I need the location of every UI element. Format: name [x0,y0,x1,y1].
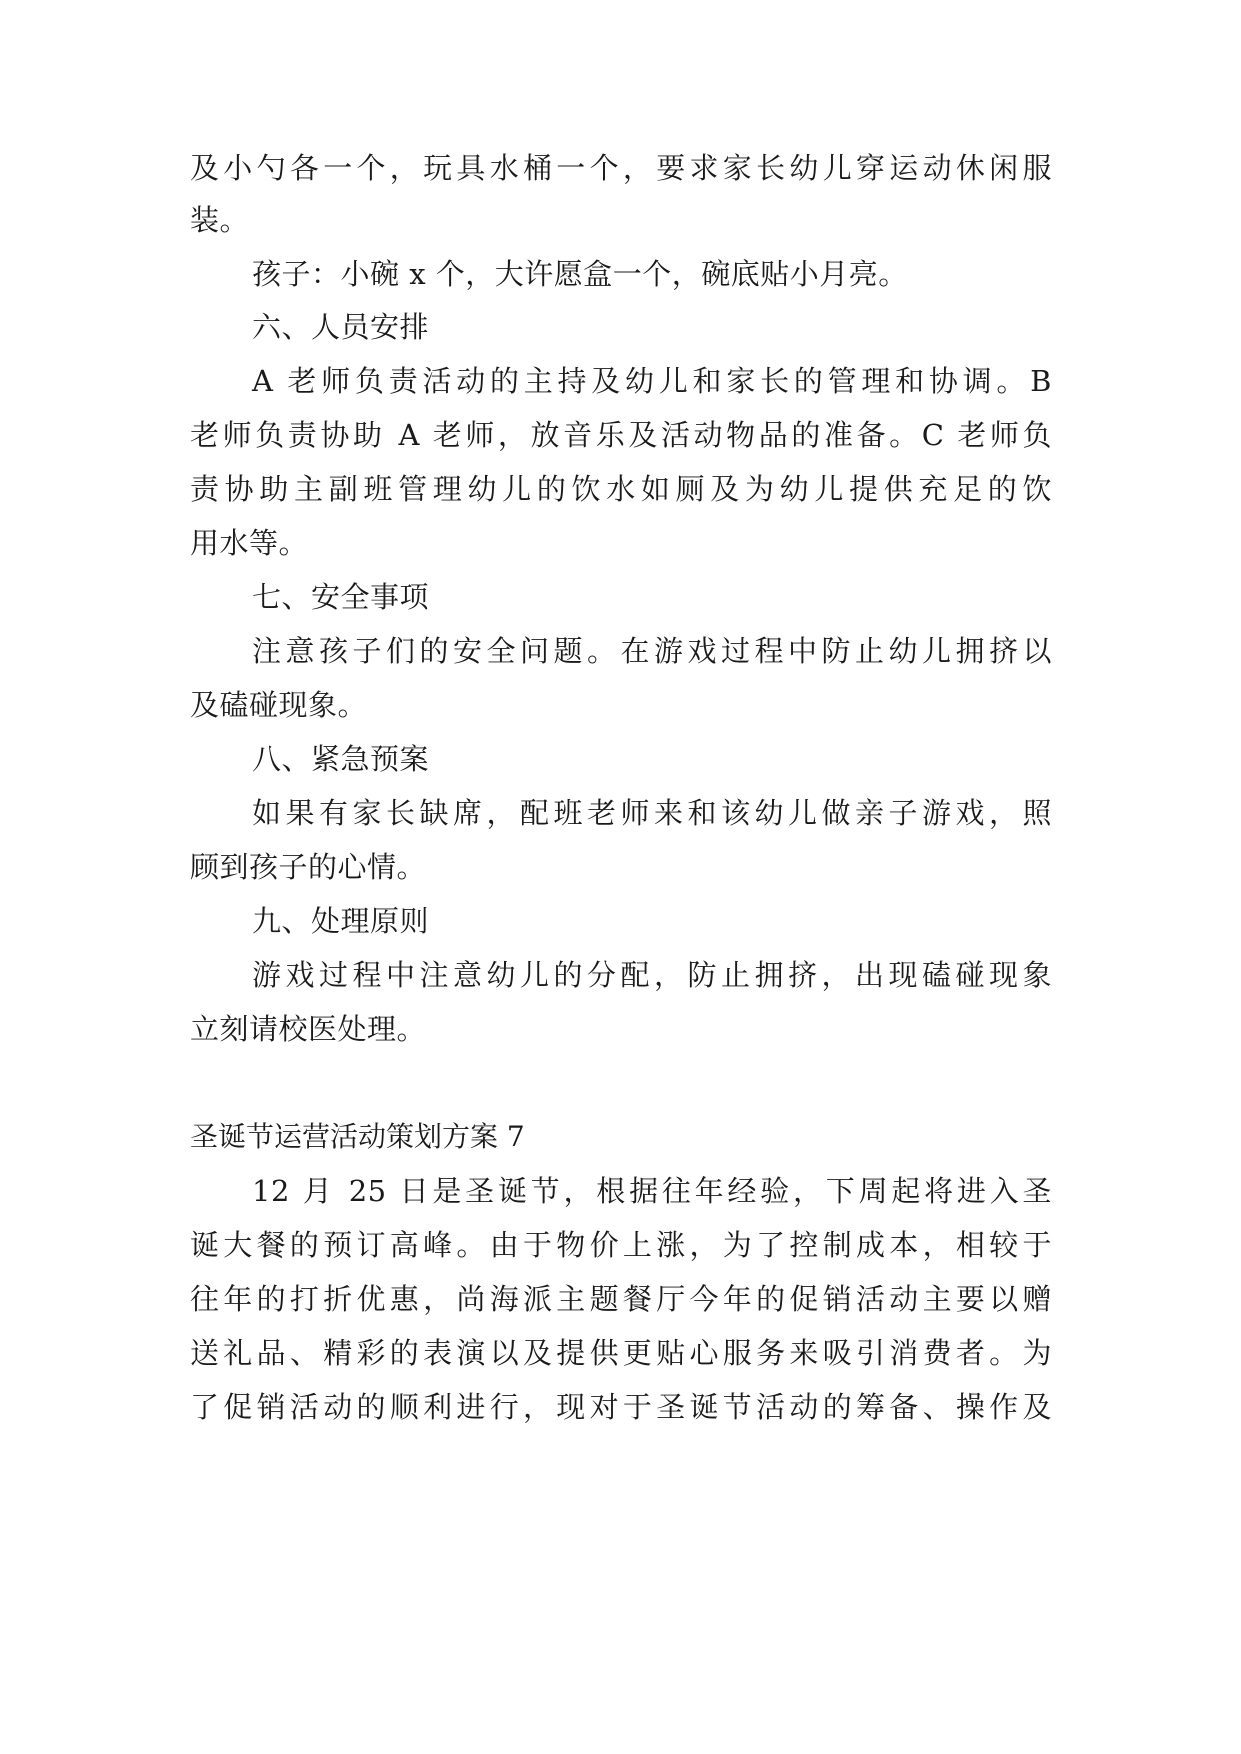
paragraph-line: 孩子：小碗 x 个，大许愿盒一个，碗底贴小月亮。 [252,257,908,291]
paragraph-line: 了促销活动的顺利进行，现对于圣诞节活动的筹备、操作及 [190,1390,1052,1424]
paragraph-line: 用水等。 [190,526,309,560]
section-heading: 七、安全事项 [252,580,430,614]
paragraph-line: A 老师负责活动的主持及幼儿和家长的管理和协调。B [252,364,1052,398]
paragraph-line: 送礼品、精彩的表演以及提供更贴心服务来吸引消费者。为 [190,1336,1052,1370]
paragraph-line: 及磕碰现象。 [190,688,368,722]
paragraph-line: 装。 [190,203,250,237]
paragraph-line: 游戏过程中注意幼儿的分配，防止拥挤，出现磕碰现象 [252,958,1052,992]
paragraph-line: 如果有家长缺席，配班老师来和该幼儿做亲子游戏，照 [252,796,1052,830]
paragraph-line: 立刻请校医处理。 [190,1012,427,1046]
paragraph-line: 老师负责协助 A 老师，放音乐及活动物品的准备。C 老师负 [190,418,1052,452]
paragraph-line: 往年的打折优惠，尚海派主题餐厅今年的促销活动主要以赠 [190,1282,1052,1316]
document-title: 圣诞节运营活动策划方案 7 [190,1120,525,1153]
paragraph-line: 责协助主副班管理幼儿的饮水如厕及为幼儿提供充足的饮 [190,472,1052,506]
paragraph-line: 12 月 25 日是圣诞节，根据往年经验，下周起将进入圣 [252,1174,1052,1208]
paragraph-line: 诞大餐的预订高峰。由于物价上涨，为了控制成本，相较于 [190,1228,1052,1262]
section-heading: 九、处理原则 [252,904,430,938]
paragraph-line: 及小勺各一个，玩具水桶一个，要求家长幼儿穿运动休闲服 [190,151,1052,185]
paragraph-line: 顾到孩子的心情。 [190,850,427,884]
section-heading: 八、紧急预案 [252,742,430,776]
section-heading: 六、人员安排 [252,310,430,344]
paragraph-line: 注意孩子们的安全问题。在游戏过程中防止幼儿拥挤以 [252,634,1052,668]
